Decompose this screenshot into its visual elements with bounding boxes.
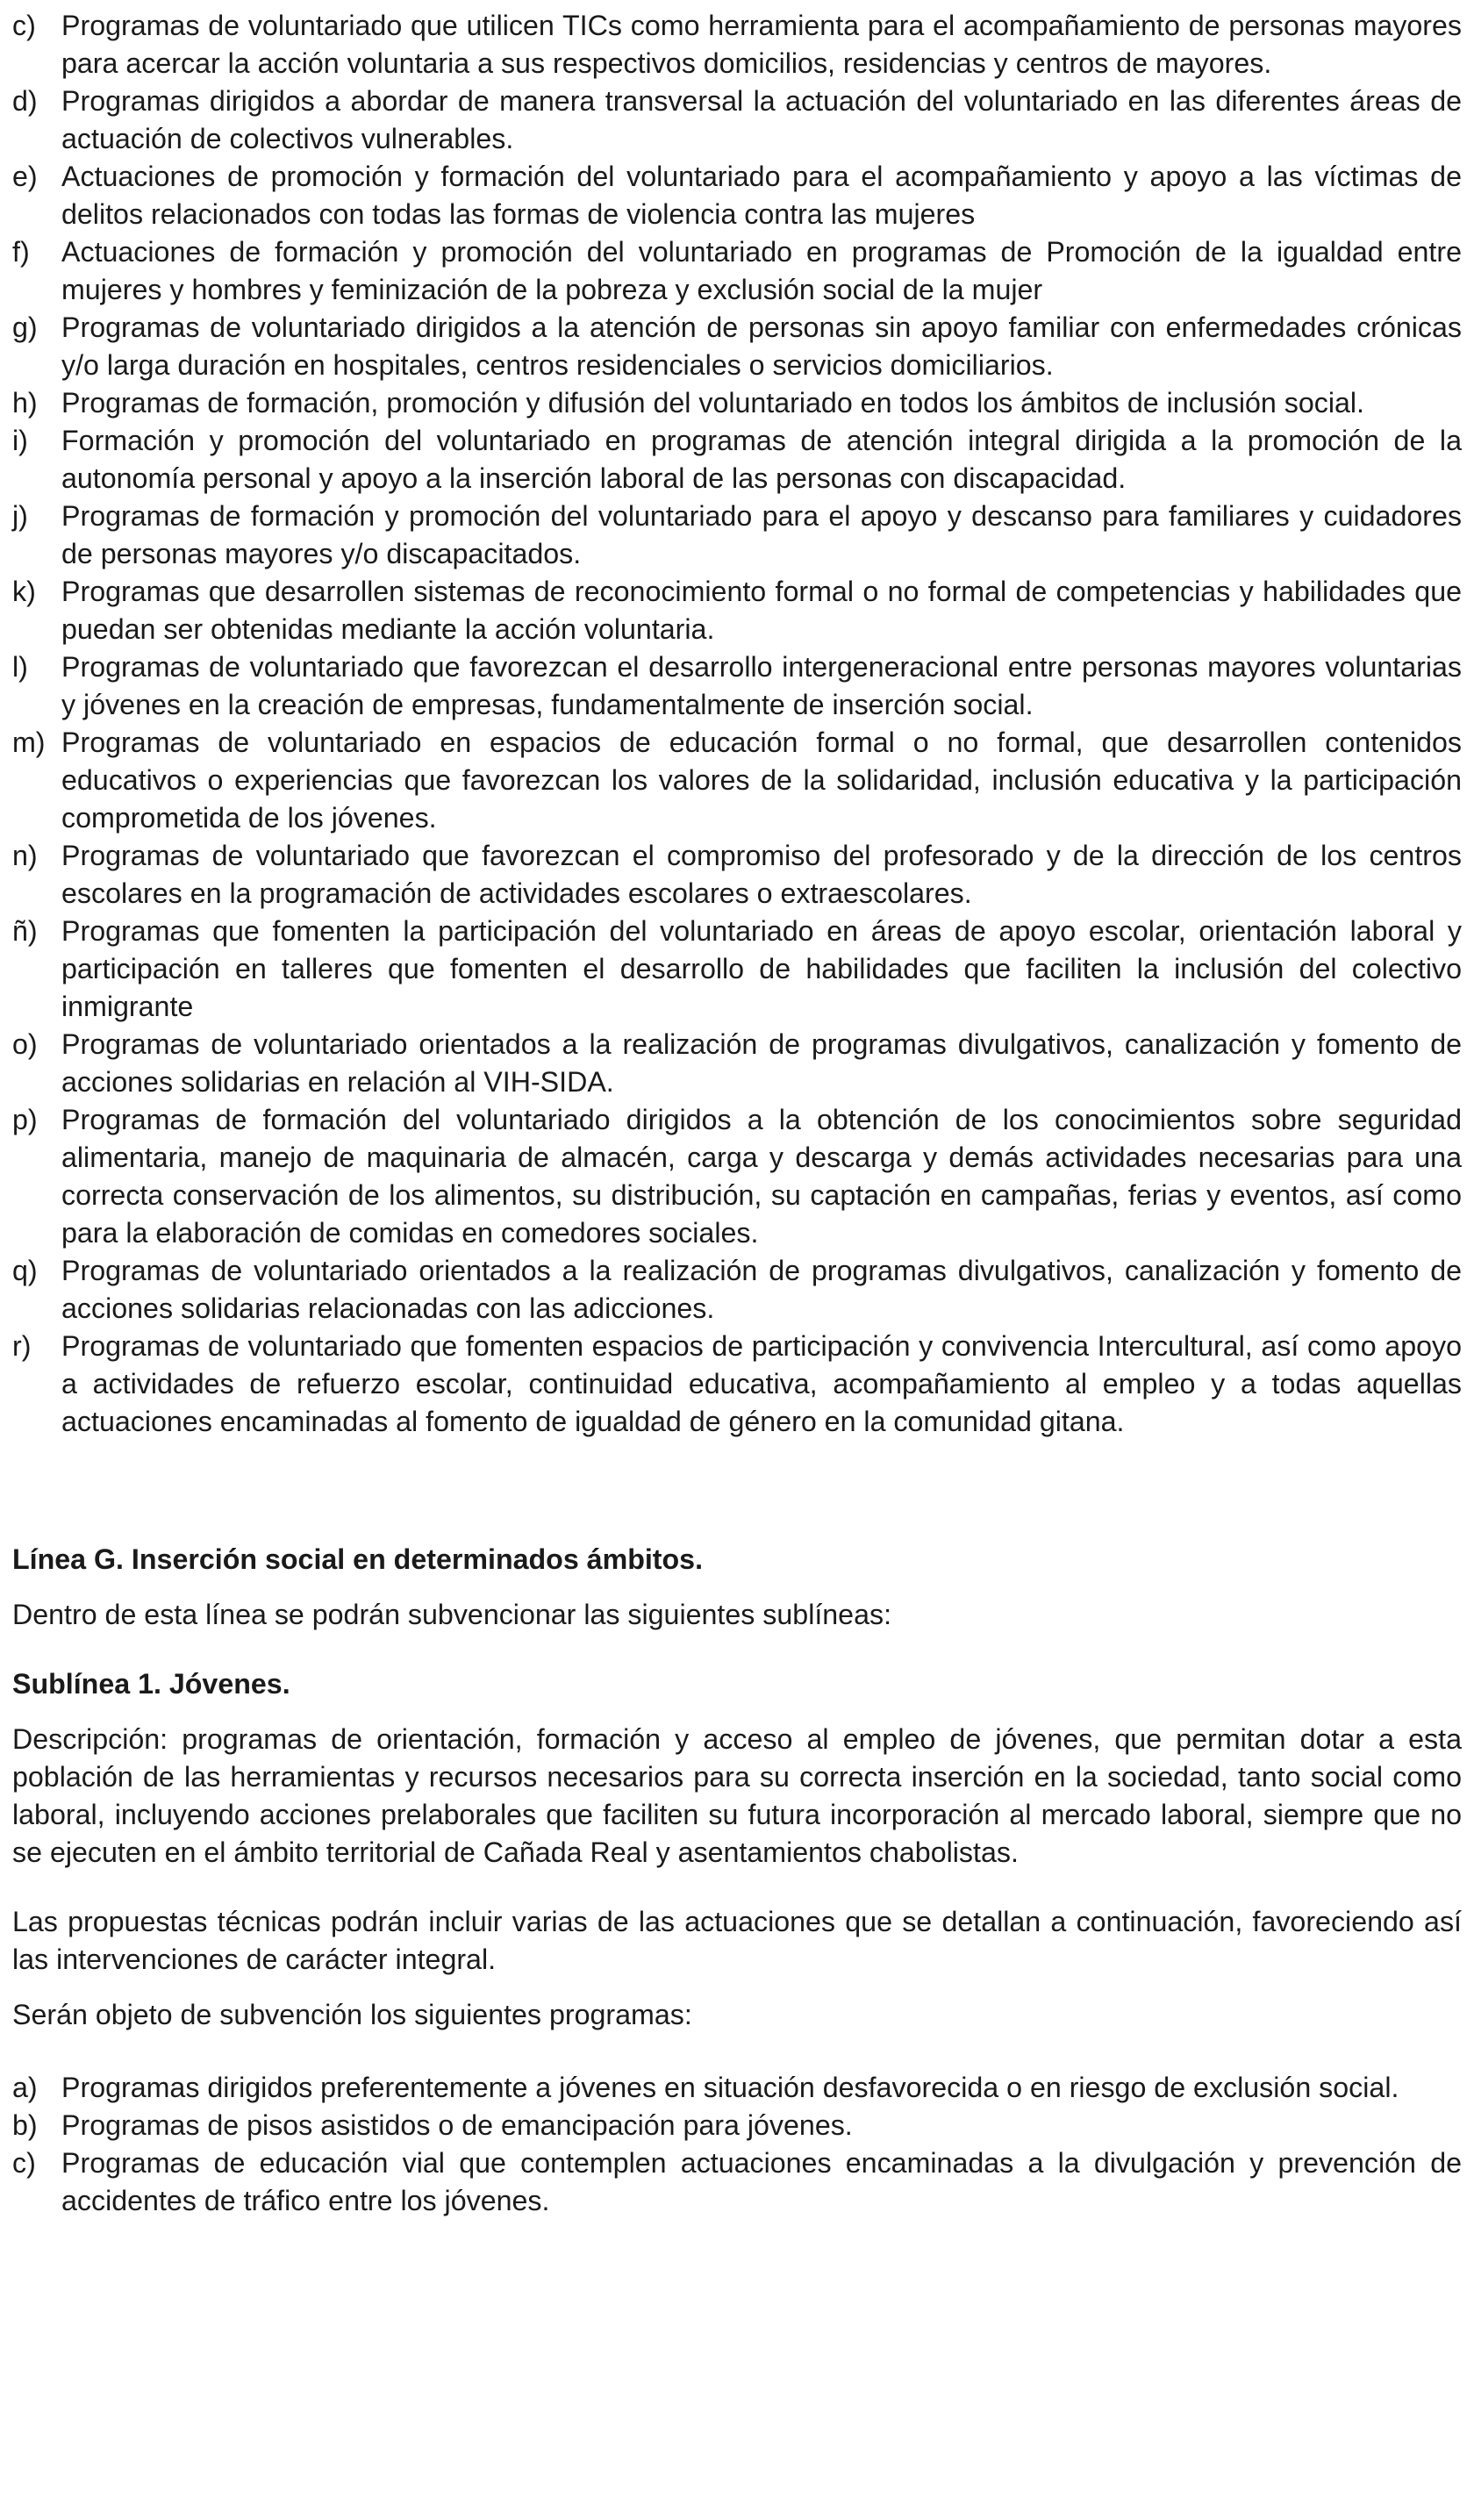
section-heading: Línea G. Inserción social en determinados ámbitos. [12,1543,704,1575]
voluntariado-program-list [12,7,1462,1441]
list-marker: m) [12,727,46,758]
list-item [12,648,1462,724]
spacer [12,2034,1462,2069]
list-marker: i) [12,425,28,456]
list-marker: b) [12,2109,38,2141]
list-marker: c) [12,2147,36,2179]
list-item-text: Programas de voluntariado en espacios de educación formal o no formal, que desarrollen contenidos educativos o experiencias que favorezcan los valores de la solidaridad, inclusión educativa y la participación comprometida de los jóvenes. [61,727,1462,834]
list-item [12,837,1462,913]
list-item-text: Actuaciones de formación y promoción del voluntariado en programas de Promoción de la igualdad entre mujeres y hombres y feminización de la pobreza y exclusión social de la mujer [61,236,1462,305]
list-item-text: Programas que desarrollen sistemas de reconocimiento formal o no formal de competencias y habilidades que puedan ser obtenidas mediante la acción voluntaria. [61,576,1462,645]
description-paragraph: Descripción: programas de orientación, formación y acceso al empleo de jóvenes, que permitan dotar a esta población de las herramientas y recursos necesarios para su correcta inserción en la sociedad, tanto social como laboral, incluyendo acciones prelaborales que faciliten su futura incorporación al mercado laboral, siempre que no se ejecuten en el ámbito territorial de Cañada Real y asentamientos chabolistas. [12,1723,1462,1868]
list-item [12,7,1462,82]
list-marker: g) [12,311,38,343]
spacer [12,1703,1462,1721]
list-item-text: Formación y promoción del voluntariado en programas de atención integral dirigida a la promoción de la autonomía personal y apoyo a la inserción laboral de las personas con discapacidad. [61,425,1462,494]
list-marker: l) [12,651,28,683]
list-marker: d) [12,85,38,117]
list-item-text: Programas de voluntariado que favorezcan el compromiso del profesorado y de la dirección de los centros escolares en la programación de actividades escolares o extraescolares. [61,840,1462,909]
list-item [12,1252,1462,1328]
list-item-text: Programas de voluntariado orientados a la realización de programas divulgativos, canalización y fomento de acciones solidarias en relación al VIH-SIDA. [61,1028,1462,1098]
list-marker: q) [12,1255,38,1286]
spacer [12,1579,1462,1596]
list-item [12,158,1462,233]
list-marker: n) [12,840,38,871]
list-item-text: Actuaciones de promoción y formación del voluntariado para el acompañamiento y apoyo a las víctimas de delitos relacionados con todas las formas de violencia contra las mujeres [61,161,1462,230]
list-item [12,573,1462,648]
list-item [12,82,1462,158]
list-marker: ñ) [12,915,38,947]
list-item [12,1101,1462,1252]
list-item [12,1026,1462,1101]
list-item [12,2107,1462,2144]
list-item [12,913,1462,1026]
list-item [12,2144,1462,2220]
spacer [12,1634,1462,1665]
spacer [12,1979,1462,1996]
list-item-text: Programas de voluntariado dirigidos a la atención de personas sin apoyo familiar con enfermedades crónicas y/o larga duración en hospitales, centros residenciales o servicios domiciliarios. [61,311,1462,381]
list-item-text: Programas dirigidos preferentemente a jóvenes en situación desfavorecida o en riesgo de exclusión social. [61,2072,1399,2103]
section-intro: Dentro de esta línea se podrán subvencionar las siguientes sublíneas: [12,1599,892,1630]
list-item [12,498,1462,573]
list-item [12,233,1462,309]
object-paragraph: Serán objeto de subvención los siguientes programas: [12,1999,692,2030]
subsection-heading: Sublínea 1. Jóvenes. [12,1668,290,1700]
list-marker: j) [12,500,28,532]
list-item-text: Programas de voluntariado orientados a la realización de programas divulgativos, canalización y fomento de acciones solidarias relacionadas con las adicciones. [61,1255,1462,1324]
list-item [12,2069,1462,2107]
list-marker: o) [12,1028,38,1060]
list-item-text: Programas de educación vial que contemplen actuaciones encaminadas a la divulgación y prevención de accidentes de tráfico entre los jóvenes. [61,2147,1462,2216]
list-marker: h) [12,387,38,419]
youth-program-list [12,2069,1462,2220]
document-page [12,7,1462,2220]
list-marker: c) [12,10,36,41]
proposals-paragraph: Las propuestas técnicas podrán incluir varias de las actuaciones que se detallan a continuación, favoreciendo así las intervenciones de carácter integral. [12,1906,1462,1975]
list-item-text: Programas de pisos asistidos o de emancipación para jóvenes. [61,2109,853,2141]
list-item-text: Programas de voluntariado que fomenten espacios de participación y convivencia Intercultural, así como apoyo a actividades de refuerzo escolar, continuidad educativa, acompañamiento al empleo y a todas aquellas actuaciones encaminadas al fomento de igualdad de género en la comunidad gitana. [61,1330,1462,1437]
list-item-text: Programas que fomenten la participación del voluntariado en áreas de apoyo escolar, orientación laboral y participación en talleres que fomenten el desarrollo de habilidades que faciliten la inclusión del colectivo inmigrante [61,915,1462,1022]
list-item [12,1328,1462,1441]
list-marker: r) [12,1330,32,1362]
list-item [12,309,1462,384]
list-marker: f) [12,236,30,268]
list-item-text: Programas de voluntariado que favorezcan el desarrollo intergeneracional entre personas mayores voluntarias y jóvenes en la creación de empresas, fundamentalmente de inserción social. [61,651,1462,720]
list-item-text: Programas de formación y promoción del voluntariado para el apoyo y descanso para familiares y cuidadores de personas mayores y/o discapacitados. [61,500,1462,569]
list-marker: k) [12,576,36,607]
list-marker: a) [12,2072,38,2103]
list-item-text: Programas dirigidos a abordar de manera transversal la actuación del voluntariado en las diferentes áreas de actuación de colectivos vulnerables. [61,85,1462,154]
list-item [12,724,1462,837]
list-item-text: Programas de voluntariado que utilicen TICs como herramienta para el acompañamiento de personas mayores para acercar la acción voluntaria a sus respectivos domicilios, residencias y centros de mayores. [61,10,1462,79]
list-marker: e) [12,161,38,192]
list-item-text: Programas de formación del voluntariado dirigidos a la obtención de los conocimientos sobre seguridad alimentaria, manejo de maquinaria de almacén, carga y descarga y demás actividades necesarias para una correcta conservación de los alimentos, su distribución, su captación en campañas, ferias y eventos, así como para la elaboración de comidas en comedores sociales. [61,1104,1462,1249]
list-item-text: Programas de formación, promoción y difusión del voluntariado en todos los ámbitos de inclusión social. [61,387,1364,419]
section-spacer [12,1441,1462,1541]
list-marker: p) [12,1104,38,1135]
list-item [12,422,1462,498]
list-item [12,384,1462,422]
spacer [12,1872,1462,1903]
